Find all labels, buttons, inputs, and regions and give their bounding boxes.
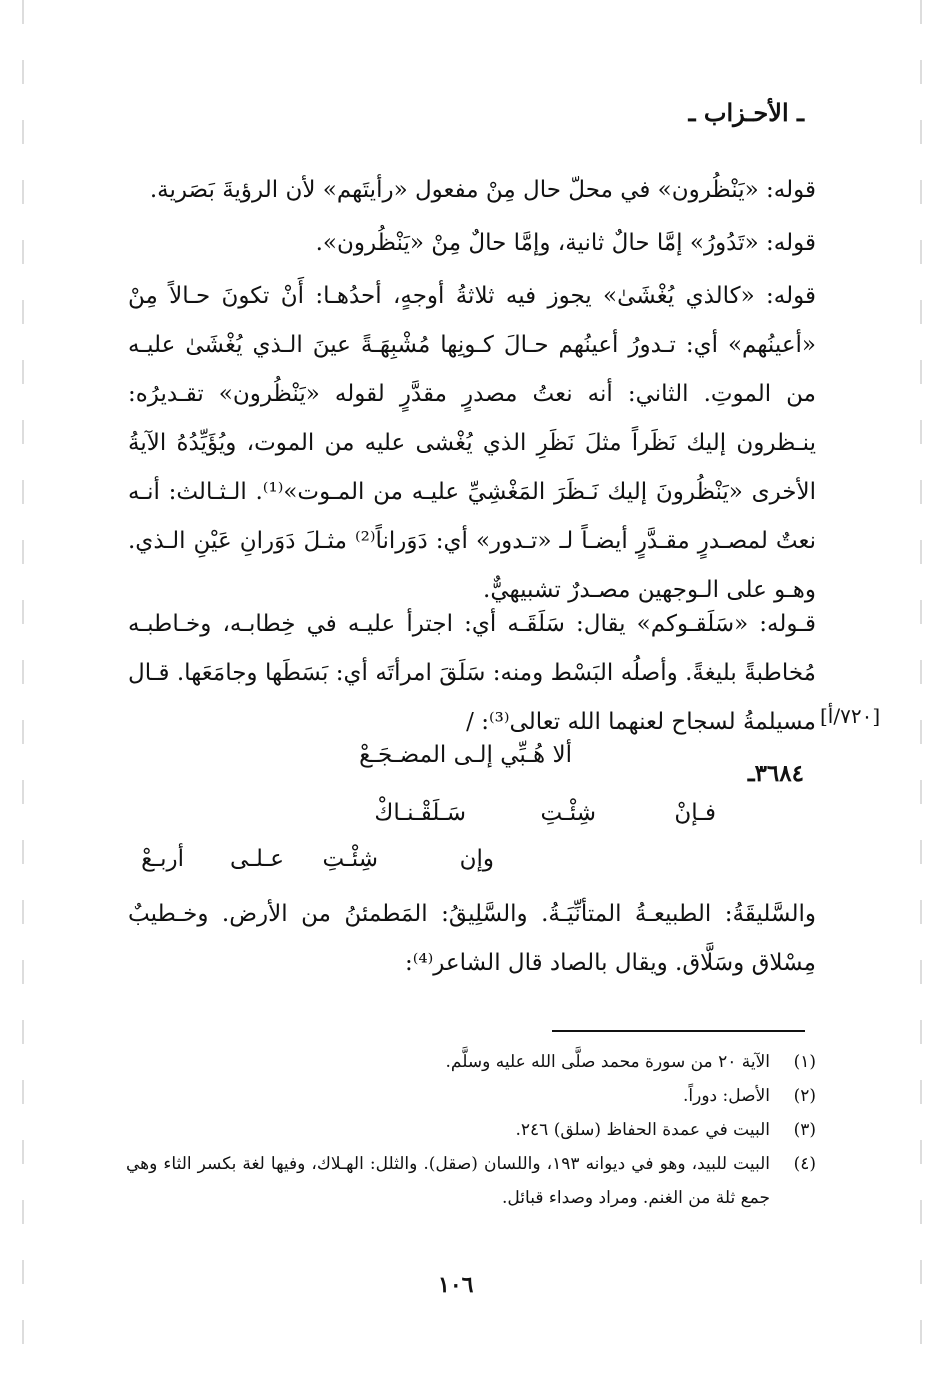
verse-line-2-word: فـإنْ	[674, 800, 716, 826]
verse-line-2-word: شِئْـتِ	[540, 800, 596, 826]
footnote-text: الآية ٢٠ من سورة محمد صلَّى الله عليه وسلَّم.	[445, 1052, 770, 1072]
footnote-item	[126, 1147, 816, 1215]
verse-line-3-word: وإن	[459, 846, 494, 872]
page-number: ١٠٦	[438, 1272, 474, 1298]
footnote-number: (٢)	[793, 1086, 816, 1106]
paragraph-3: قوله: «كالذي يُغْشَىٰ» يجوز فيه ثلاثةُ أوجهٍ، أحدُهـا: أَنْ تكونَ حـالاً مِنْ «أعينُهم» أي: تـدورُ أعينُهم حـالَ كـونِها مُشْبِهَـةً عينَ الـذي يُغْشَىٰ عليـه من الموتِ. الثاني: أنه نعتُ مصدرٍ مقدَّرٍ لقوله «يَنْظُرون» تقـديرُه: ينـظرون إليك نَظَراً مثلَ نَظَرِ الذي يُغْشى عليه من الموت، ويُؤَيِّدُهُ الآيةُ الأخرى «يَنْظُرونَ إليك نَـظَرَ المَغْشِيِّ عليـه من المـوت»⁽¹⁾. الـثـالث: أنـه نعتٌ لمصـدرٍ مقـدَّرٍ أيضـاً لـ «تـدور» أي: دَوَراناً⁽²⁾ مثـلَ دَوَرانِ عَيْنِ الـذي. وهـو على الـوجهين مصـدرٌ تشبيهيٌّ.	[128, 283, 817, 603]
verse-line-3-word: عـلـى	[230, 846, 284, 872]
footnote-number: (٤)	[793, 1154, 816, 1174]
verse-line-1: ألا هُـبِّي إلـى المضـجَـعْ	[359, 742, 572, 768]
footnote-number: (١)	[793, 1052, 816, 1072]
verse-line-3-word: شِئْـتِ	[322, 846, 378, 872]
body-section-2	[128, 600, 816, 747]
footnotes	[126, 1045, 816, 1215]
footnote-text: البيت للبيد، وهو في ديوانه ١٩٣، واللسان (صقل). والثلل: الهـلاك، وفيها لغة بكسر الثاء وهي جمع ثلة من الغنم. ومراد وصداء قبائل.	[126, 1154, 770, 1208]
scan-edge-left	[22, 0, 24, 1375]
scan-edge-right	[920, 0, 922, 1375]
paragraph-4: قـوله: «سَلَقـوكم» يقال: سَلَقَـه أي: اجترأ عليـه في خِطابـه، وخـاطبـه مُخاطبةً بليغةً. وأصلُه البَسْط ومنه: سَلَقَ امرأتَه أي: بَسَطَها وجامَعَها. قـال مسيلمةُ لسجاح لعنهما الله تعالى⁽³⁾: /	[128, 611, 816, 735]
poem-number: ٣٦٨٤ـ	[747, 760, 804, 787]
paragraph-2: قوله: «تَدُورُ» إمَّا حالٌ ثانية، وإمَّا حالٌ مِنْ «يَنْظُرون».	[315, 230, 816, 256]
footnote-item	[126, 1079, 816, 1113]
manuscript-folio-ref: [٧٢٠/أ]	[820, 704, 881, 728]
verse-line-2-word: سَـلَقْـنـاكْ	[374, 800, 466, 826]
paragraph-5: والسَّليقَةُ: الطبيعـةُ المتأنِّيَـةُ. والسَّلِيقُ: المَطمئنُ من الأرض. وخـطيبٌ مِسْلاق وسَلَّاق. ويقال بالصاد قال الشاعر⁽⁴⁾:	[128, 901, 816, 976]
paragraph-1: قوله: «يَنْظُرون» في محلّ حال مِنْ مفعول «رأيتَهم» لأن الرؤيةَ بَصَرية.	[149, 177, 816, 203]
footnote-text: الأصل: دوراً.	[683, 1086, 770, 1106]
footnote-text: البيت في عمدة الحفاظ (سلق) ٢٤٦.	[515, 1120, 770, 1140]
footnote-number: (٣)	[793, 1120, 816, 1140]
running-header: ـ الأحـزاب ـ	[688, 98, 804, 127]
footnote-separator	[552, 1030, 805, 1032]
body-section-3	[128, 890, 816, 988]
body-section-1	[128, 166, 816, 615]
verse-line-3-word: أربـعْ	[141, 846, 184, 872]
footnote-item	[126, 1045, 816, 1079]
footnote-item	[126, 1113, 816, 1147]
